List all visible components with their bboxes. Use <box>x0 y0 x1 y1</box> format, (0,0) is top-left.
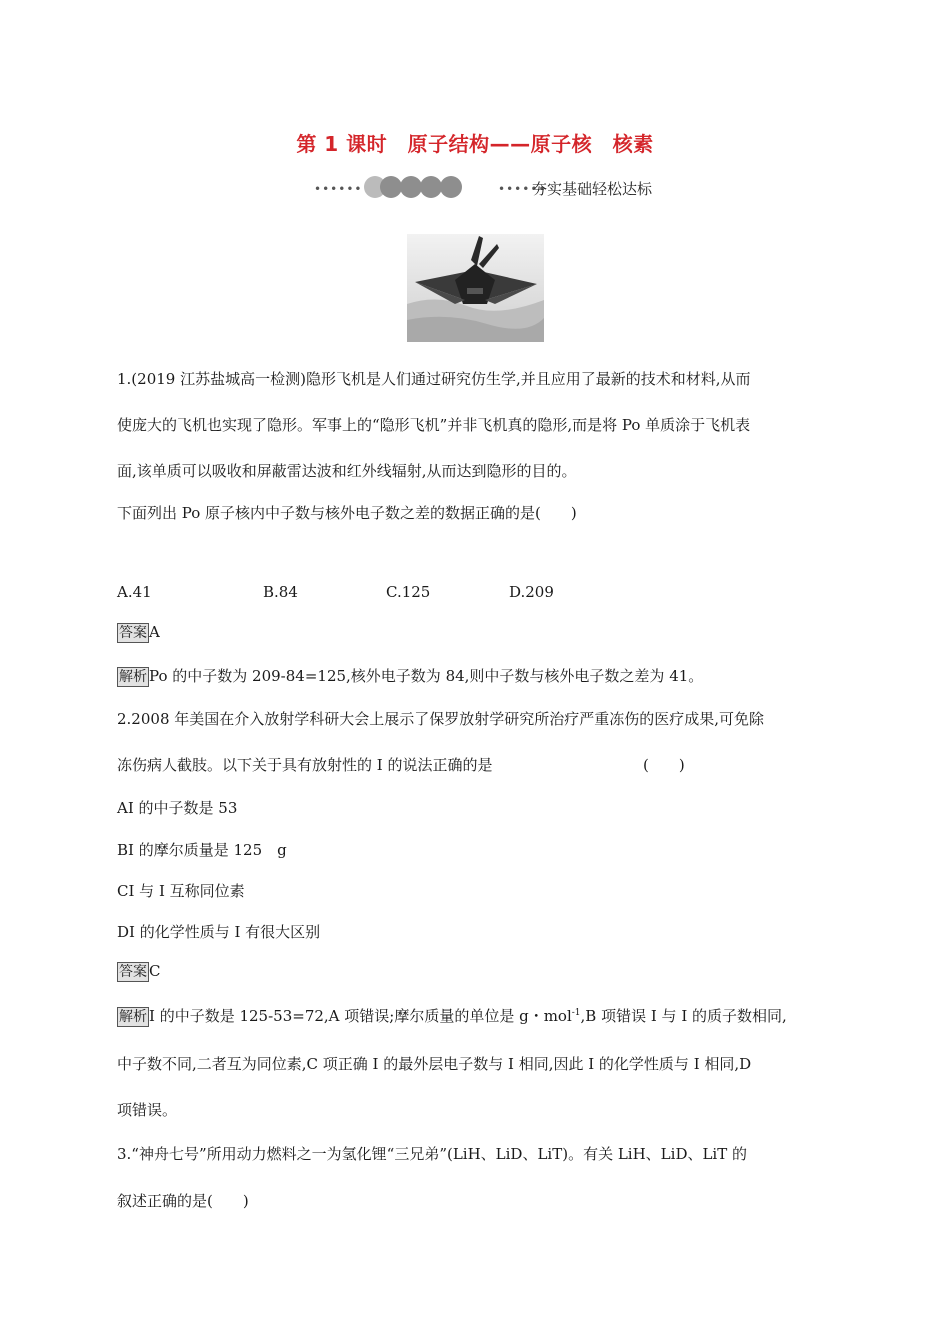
q2-option-b: BI 的摩尔质量是 125 g <box>117 841 287 859</box>
q1-text-line-1: 1.(2019 江苏盐城高一检测)隐形飞机是人们通过研究仿生学,并且应用了最新的技术和材料,从而 <box>117 370 751 388</box>
q1-analysis-text: Po 的中子数为 209-84=125,核外电子数为 84,则中子数与核外电子数之差为 41。 <box>149 667 704 685</box>
page-title: 第 1 课时 原子结构——原子核 核素 <box>296 132 654 156</box>
q2-text-line-1: 2.2008 年美国在介入放射学科研大会上展示了保罗放射学研究所治疗严重冻伤的医疗成果,可免除 <box>117 710 765 728</box>
analysis-tag: 解析 <box>119 669 147 685</box>
q1-text-line-3: 面,该单质可以吸收和屏蔽雷达波和红外线辐射,从而达到隐形的目的。 <box>117 462 577 480</box>
banner-dots-left: •••••• <box>314 182 363 196</box>
q2-answer-value: C <box>149 962 161 980</box>
q1-option-d: D.209 <box>509 583 554 601</box>
q2-bracket: ( ) <box>643 756 685 774</box>
q1-option-c: C.125 <box>386 583 431 601</box>
q2-analysis-line-1 <box>117 1005 787 1027</box>
q2-analysis-superscript: -1 <box>571 1008 581 1018</box>
answer-tag: 答案 <box>119 964 147 980</box>
q2-answer <box>117 962 160 982</box>
q1-option-a: A.41 <box>117 583 152 601</box>
q1-analysis <box>117 665 703 687</box>
q1-text-line-4: 下面列出 Po 原子核内中子数与核外电子数之差的数据正确的是( ) <box>117 504 577 522</box>
q2-option-a: AI 的中子数是 53 <box>117 799 238 817</box>
q2-option-c: CI 与 I 互称同位素 <box>117 882 245 900</box>
analysis-tag: 解析 <box>119 1009 147 1025</box>
q2-option-d: DI 的化学性质与 I 有很大区别 <box>117 923 321 941</box>
q1-answer <box>117 623 160 643</box>
q1-option-b: B.84 <box>263 583 298 601</box>
banner-circles-icon <box>356 174 466 196</box>
q1-text-line-2: 使庞大的飞机也实现了隐形。军事上的“隐形飞机”并非飞机真的隐形,而是将 Po 单质涂于飞机表 <box>117 416 751 434</box>
q2-analysis-text-1b: ,B 项错误 I 与 I 的质子数相同, <box>580 1007 787 1025</box>
q2-analysis-text-1a: I 的中子数是 125-53=72,A 项错误;摩尔质量的单位是 g・mol <box>149 1007 572 1025</box>
banner-label: 夯实基础轻松达标 <box>532 180 653 198</box>
q1-answer-value: A <box>149 623 160 641</box>
q2-analysis-line-2: 中子数不同,二者互为同位素,C 项正确 I 的最外层电子数与 I 相同,因此 I 的化学性质与 I 相同,D <box>117 1055 752 1073</box>
answer-tag: 答案 <box>119 625 147 641</box>
q3-text-line-1: 3.“神舟七号”所用动力燃料之一为氢化锂“三兄弟”(LiH、LiD、LiT)。有关 LiH、LiD、LiT 的 <box>117 1145 748 1163</box>
stealth-aircraft-image <box>407 234 544 342</box>
q2-text-line-2: 冻伤病人截肢。以下关于具有放射性的 I 的说法正确的是 <box>117 756 493 774</box>
q3-text-line-2: 叙述正确的是( ) <box>117 1192 249 1210</box>
q2-analysis-line-3: 项错误。 <box>117 1101 178 1119</box>
banner-dots-right: •••••• <box>498 182 547 196</box>
section-banner <box>312 174 672 200</box>
